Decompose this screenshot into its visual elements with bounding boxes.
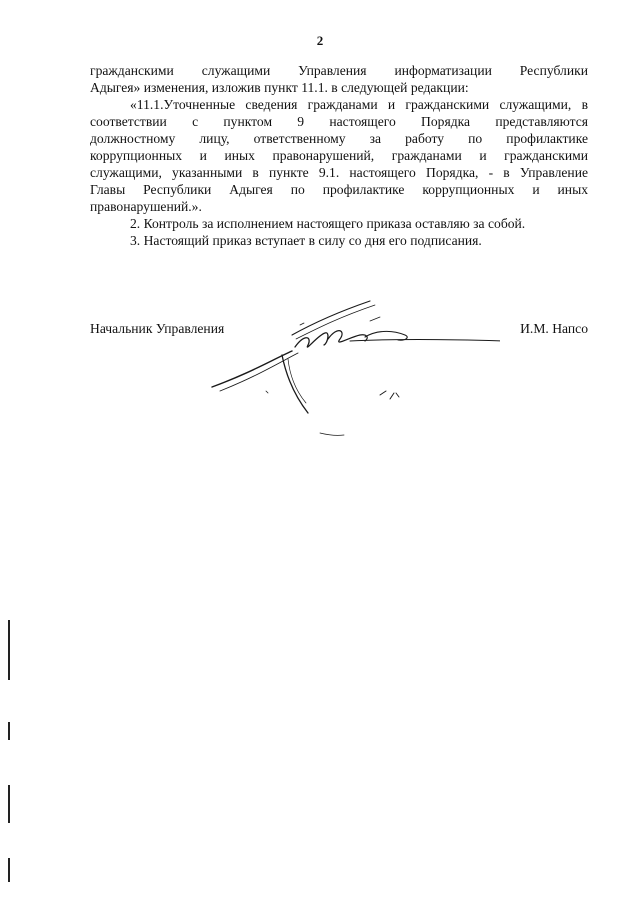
- margin-scan-mark: [8, 620, 10, 680]
- intro-line-2: Адыгея» изменения, изложив пункт 11.1. в следующей редакции:: [90, 80, 469, 95]
- signatory-name: И.М. Напсо: [520, 321, 588, 336]
- signature-block: [90, 321, 588, 341]
- quote-line-4: коррупционных и иных правонарушений, гражданами и гражданскими: [90, 148, 588, 163]
- margin-scan-mark: [8, 722, 10, 740]
- document-body: [90, 62, 588, 249]
- signatory-title: Начальник Управления: [90, 321, 225, 336]
- intro-line-1: гражданскими служащими Управления информатизации Республики: [90, 63, 588, 78]
- quote-line-7: правонарушений.».: [90, 199, 202, 214]
- page-number: 2: [316, 33, 324, 48]
- item-3: 3. Настоящий приказ вступает в силу со дня его подписания.: [130, 233, 482, 248]
- handwritten-signature: [200, 295, 500, 445]
- margin-scan-mark: [8, 785, 10, 823]
- quote-line-5: служащими, указанными в пункте 9.1. настоящего Порядка, - в Управление: [90, 165, 588, 180]
- quote-line-6: Главы Республики Адыгея по профилактике коррупционных и иных: [90, 182, 588, 197]
- margin-scan-mark: [8, 858, 10, 882]
- item-2: 2. Контроль за исполнением настоящего приказа оставляю за собой.: [130, 216, 526, 231]
- quote-line-2: соответствии с пунктом 9 настоящего Порядка представляются: [90, 114, 588, 129]
- quote-line-3: должностному лицу, ответственному за работу по профилактике: [90, 131, 588, 146]
- quote-line-1: «11.1.Уточненные сведения гражданами и гражданскими служащими, в: [130, 97, 588, 112]
